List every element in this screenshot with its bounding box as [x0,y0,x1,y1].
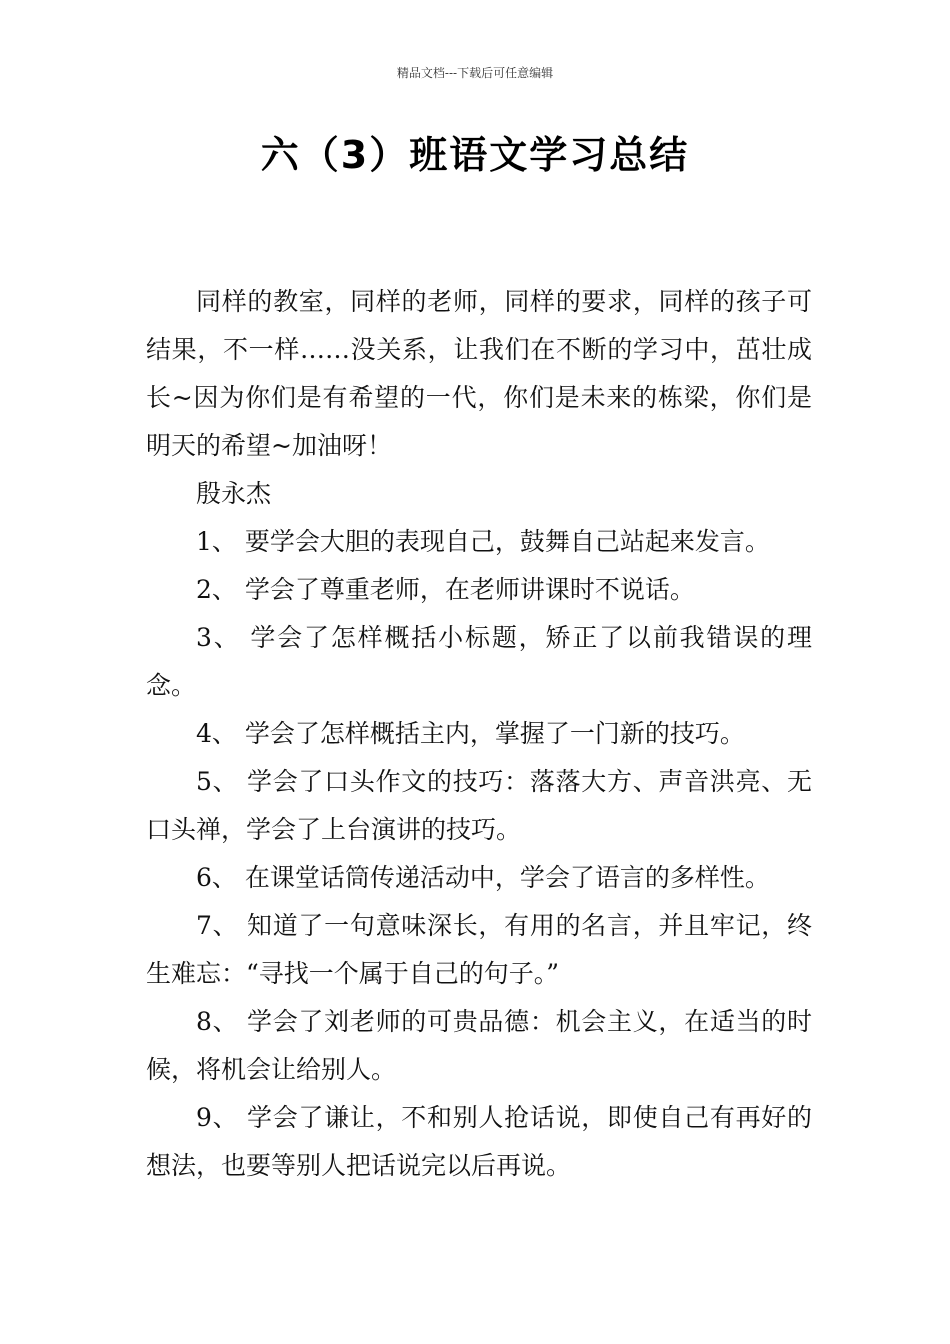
list-item: 3、 学会了怎样概括小标题，矫正了以前我错误的理念。 [146,623,812,700]
list-item: 5、 学会了口头作文的技巧：落落大方、声音洪亮、无口头禅，学会了上台演讲的技巧。 [146,767,812,844]
author-name: 殷永杰 [196,479,272,508]
list-item: 8、 学会了刘老师的可贵品德：机会主义，在适当的时候，将机会让给别人。 [146,1007,812,1084]
page-header-note: 精品文档---下载后可任意编辑 [396,66,554,80]
intro-paragraph: 同样的教室，同样的老师，同样的要求，同样的孩子可结果，不一样……没关系，让我们在不断的学习中，茁壮成长~因为你们是有希望的一代，你们是未来的栋梁，你们是明天的希望~加油呀！ [146,287,812,460]
list-item: 2、 学会了尊重老师，在老师讲课时不说话。 [196,575,695,604]
list-item: 7、 知道了一句意味深长，有用的名言，并且牢记，终生难忘：“寻找一个属于自己的句子。” [146,911,812,988]
list-item: 4、 学会了怎样概括主内，掌握了一门新的技巧。 [196,719,745,748]
document-title: 六（3）班语文学习总结 [260,133,690,177]
list-item: 9、 学会了谦让，不和别人抢话说，即使自己有再好的想法，也要等别人把话说完以后再说。 [146,1103,812,1180]
list-item: 6、 在课堂话筒传递活动中，学会了语言的多样性。 [196,863,770,892]
list-item: 1、 要学会大胆的表现自己，鼓舞自己站起来发言。 [196,527,770,556]
document-body [146,278,812,1190]
